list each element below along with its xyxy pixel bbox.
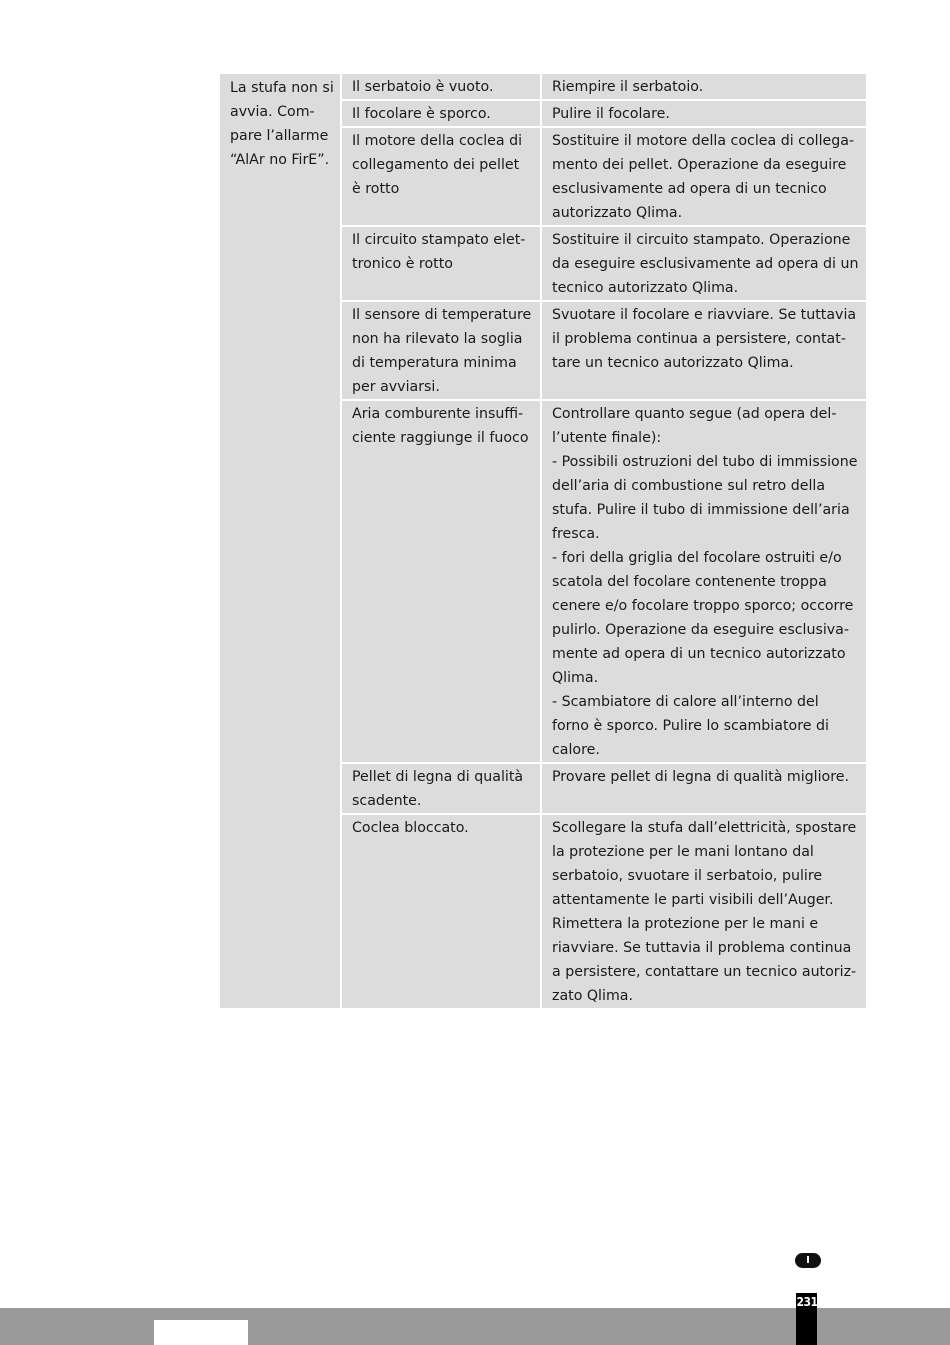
cause-cell — [342, 815, 542, 1008]
solution-line: forno è sporco. Pulire lo scambiatore di — [552, 718, 829, 734]
symptom-line: “AlAr no FirE”. — [230, 152, 330, 168]
troubleshooting-table — [220, 74, 866, 1008]
solution-cell — [542, 227, 866, 300]
cause-line: Aria comburente insuffi- — [352, 406, 524, 422]
cause-line: collegamento dei pellet — [352, 157, 520, 173]
cause-cell — [342, 401, 542, 762]
table-row — [342, 74, 866, 101]
solution-line: da eseguire esclusivamente ad opera di un — [552, 256, 859, 272]
solution-line: tecnico autorizzato Qlima. — [552, 280, 739, 296]
cause-line: Il serbatoio è vuoto. — [352, 79, 494, 95]
cause-line: Il motore della coclea di — [352, 133, 523, 149]
language-badge: I — [795, 1253, 821, 1268]
symptom-cell — [220, 74, 342, 1008]
table-row — [342, 815, 866, 1008]
cause-line: di temperatura minima — [352, 355, 517, 371]
table-row — [342, 764, 866, 815]
table-row — [342, 128, 866, 227]
cause-line: Coclea bloccato. — [352, 820, 469, 836]
solution-line: stufa. Pulire il tubo di immissione dell’aria — [552, 502, 850, 518]
cause-cell — [342, 302, 542, 399]
solution-line: cenere e/o focolare troppo sporco; occorre — [552, 598, 854, 614]
solution-cell — [542, 101, 866, 126]
solution-cell — [542, 302, 866, 399]
solution-line: pulirlo. Operazione da eseguire esclusiva- — [552, 622, 849, 638]
solution-line: scatola del focolare contenente troppa — [552, 574, 827, 590]
solution-line: mente ad opera di un tecnico autorizzato — [552, 646, 846, 662]
solution-line: a persistere, contattare un tecnico autoriz- — [552, 964, 857, 980]
solution-cell — [542, 815, 866, 1008]
cause-line: Il sensore di temperature — [352, 307, 532, 323]
cause-cell — [342, 227, 542, 300]
solution-line: Svuotare il focolare e riavviare. Se tuttavia — [552, 307, 857, 323]
cause-cell — [342, 101, 542, 126]
solution-line: serbatoio, svuotare il serbatoio, pulire — [552, 868, 823, 884]
solution-line: Pulire il focolare. — [552, 106, 670, 122]
table-row — [342, 227, 866, 302]
solution-line: - fori della griglia del focolare ostruiti e/o — [552, 550, 842, 566]
solution-line: esclusivamente ad opera di un tecnico — [552, 181, 827, 197]
table-row — [342, 401, 866, 764]
solution-line: tare un tecnico autorizzato Qlima. — [552, 355, 794, 371]
page-number: 231 — [796, 1295, 818, 1309]
solution-line: - Possibili ostruzioni del tubo di immissione — [552, 454, 858, 470]
cause-cell — [342, 764, 542, 813]
solution-line: Riempire il serbatoio. — [552, 79, 704, 95]
cause-line: Il circuito stampato elet- — [352, 232, 526, 248]
cause-line: non ha rilevato la soglia — [352, 331, 523, 347]
solution-line: fresca. — [552, 526, 600, 542]
footer-light-block — [154, 1320, 248, 1345]
cause-line: è rotto — [352, 181, 400, 197]
cause-cell — [342, 128, 542, 225]
cause-line: Il focolare è sporco. — [352, 106, 491, 122]
solution-line: zato Qlima. — [552, 988, 633, 1004]
symptom-line: avvia. Com- — [230, 104, 315, 120]
symptom-line: La stufa non si — [230, 80, 334, 96]
solution-line: Scollegare la stufa dall’elettricità, spostare — [552, 820, 857, 836]
solution-line: Sostituire il circuito stampato. Operazione — [552, 232, 851, 248]
solution-cell — [542, 764, 866, 813]
table-row — [342, 302, 866, 401]
solution-line: riavviare. Se tuttavia il problema continua — [552, 940, 852, 956]
solution-line: dell’aria di combustione sul retro della — [552, 478, 826, 494]
solution-line: la protezione per le mani lontano dal — [552, 844, 814, 860]
solution-line: autorizzato Qlima. — [552, 205, 683, 221]
solution-line: Provare pellet di legna di qualità migliore. — [552, 769, 849, 785]
table-row — [342, 101, 866, 128]
solution-cell — [542, 74, 866, 99]
solution-line: l’utente finale): — [552, 430, 662, 446]
cause-line: ciente raggiunge il fuoco — [352, 430, 529, 446]
solution-line: calore. — [552, 742, 600, 758]
solution-line: mento dei pellet. Operazione da eseguire — [552, 157, 847, 173]
solution-line: attentamente le parti visibili dell’Auger. — [552, 892, 834, 908]
solution-cell — [542, 128, 866, 225]
solution-line: Rimettera la protezione per le mani e — [552, 916, 819, 932]
cause-line: per avviarsi. — [352, 379, 440, 395]
cause-cell — [342, 74, 542, 99]
solution-line: - Scambiatore di calore all’interno del — [552, 694, 819, 710]
cause-solution-rows — [342, 74, 866, 1008]
solution-line: il problema continua a persistere, contat- — [552, 331, 846, 347]
solution-line: Sostituire il motore della coclea di collega- — [552, 133, 855, 149]
symptom-line: pare l’allarme — [230, 128, 329, 144]
cause-line: Pellet di legna di qualità — [352, 769, 524, 785]
solution-cell — [542, 401, 866, 762]
solution-line: Qlima. — [552, 670, 599, 686]
cause-line: scadente. — [352, 793, 422, 809]
solution-line: Controllare quanto segue (ad opera del- — [552, 406, 837, 422]
cause-line: tronico è rotto — [352, 256, 453, 272]
